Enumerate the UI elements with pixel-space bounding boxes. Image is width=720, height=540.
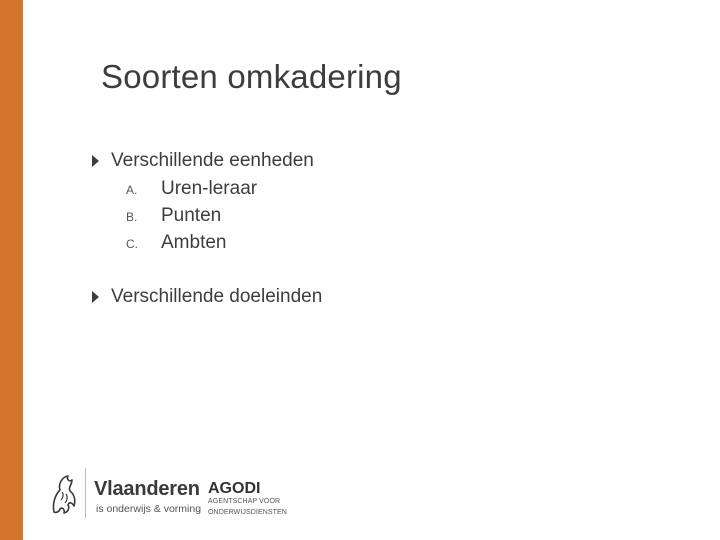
- logo-divider: [85, 468, 86, 518]
- agency-name: AGODI: [208, 480, 261, 497]
- sub-item-letter: B.: [126, 210, 138, 224]
- agency-subtitle-line1: AGENTSCHAP VOOR: [208, 498, 281, 505]
- sub-item-text: Uren-leraar: [161, 178, 258, 199]
- sub-item-letter: A.: [126, 183, 138, 197]
- brand-tagline: is onderwijs & vorming: [96, 503, 202, 515]
- accent-side-band: [0, 0, 23, 540]
- bullet-arrow-icon: [92, 291, 99, 303]
- flemish-lion-icon: [50, 472, 80, 516]
- brand-name: Vlaanderen: [94, 478, 200, 500]
- bullet-text: Verschillende doeleinden: [111, 286, 323, 307]
- bullet-arrow-icon: [92, 155, 99, 167]
- sub-item: [126, 178, 257, 200]
- sub-item: [126, 205, 221, 227]
- slide-title: Soorten omkadering: [101, 58, 402, 95]
- sub-item-text: Ambten: [161, 232, 227, 253]
- sub-item-text: Punten: [161, 205, 222, 226]
- bullet-item: [92, 150, 314, 172]
- sub-item: [126, 232, 226, 254]
- sub-item-letter: C.: [126, 237, 138, 251]
- agency-subtitle-line2: ONDERWIJSDIENSTEN: [208, 509, 287, 516]
- bullet-text: Verschillende eenheden: [111, 150, 314, 171]
- bullet-item: [92, 286, 322, 308]
